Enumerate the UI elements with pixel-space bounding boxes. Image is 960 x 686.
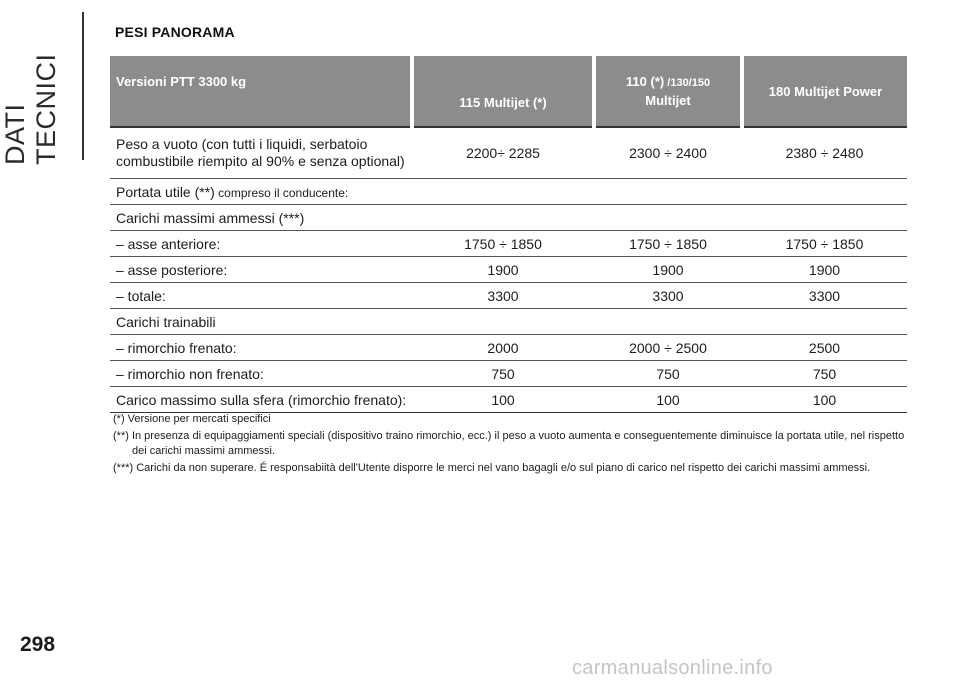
chapter-divider bbox=[82, 12, 84, 160]
row-value-col3: 2500 bbox=[742, 335, 907, 361]
row-value-col2: 100 bbox=[594, 387, 742, 413]
row-value-col1: 100 bbox=[412, 387, 594, 413]
row-value-col2: 3300 bbox=[594, 283, 742, 309]
row-value-col1: 2000 bbox=[412, 335, 594, 361]
row-value-col1: 2200÷ 2285 bbox=[412, 127, 594, 179]
table-row bbox=[110, 179, 907, 205]
row-label: Carico massimo sulla sfera (rimorchio frenato): bbox=[110, 387, 412, 413]
row-value-col3: 1750 ÷ 1850 bbox=[742, 231, 907, 257]
row-label: Carichi trainabili bbox=[110, 309, 907, 335]
page-number: 298 bbox=[20, 633, 56, 656]
footnote: (*) Versione per mercati specifici bbox=[113, 413, 271, 425]
row-label-main: Portata utile (**) bbox=[116, 183, 215, 200]
weights-table-container bbox=[110, 56, 907, 413]
header-130-150-label: /130/150 bbox=[664, 76, 711, 89]
row-label: – rimorchio non frenato: bbox=[110, 361, 412, 387]
row-label-line2: combustibile riempito al 90% e senza optional) bbox=[116, 153, 405, 169]
weights-table bbox=[110, 56, 907, 413]
footnote: (**) In presenza di equipaggiamenti speciali (dispositivo traino rimorchio, ecc.) il peso a vuoto aumenta e conseguentemente diminuisce la portata utile, nel rispetto dei carichi massimi ammessi. bbox=[113, 430, 905, 457]
row-label: – rimorchio frenato: bbox=[110, 335, 412, 361]
row-label: – asse posteriore: bbox=[110, 257, 412, 283]
section-title: PESI PANORAMA bbox=[115, 24, 235, 40]
table-row bbox=[110, 283, 907, 309]
chapter-title: DATI TECNICI bbox=[0, 53, 61, 165]
header-110-130-150-multijet bbox=[594, 56, 742, 127]
row-label: Carichi massimi ammessi (***) bbox=[110, 205, 907, 231]
row-value-col3: 3300 bbox=[742, 283, 907, 309]
row-value-col1: 1900 bbox=[412, 257, 594, 283]
row-label-line1: Peso a vuoto (con tutti i liquidi, serbatoio bbox=[116, 136, 368, 152]
table-row bbox=[110, 127, 907, 179]
table-row bbox=[110, 231, 907, 257]
footnote: (***) Carichi da non superare. É responsabiità dell'Utente disporre le merci nel vano bagagli e/o sul piano di carico nel rispetto dei carichi massimi ammessi. bbox=[113, 462, 871, 474]
table-row bbox=[110, 257, 907, 283]
row-label: – totale: bbox=[110, 283, 412, 309]
table-row bbox=[110, 361, 907, 387]
row-value-col3: 1900 bbox=[742, 257, 907, 283]
header-multijet-label: Multijet bbox=[645, 92, 691, 108]
header-180-multijet-power: 180 Multijet Power bbox=[742, 56, 907, 127]
row-value-col2: 2300 ÷ 2400 bbox=[594, 127, 742, 179]
table-row bbox=[110, 309, 907, 335]
row-value-col1: 3300 bbox=[412, 283, 594, 309]
row-value-col2: 1750 ÷ 1850 bbox=[594, 231, 742, 257]
row-value-col1: 750 bbox=[412, 361, 594, 387]
watermark: carmanualsonline.info bbox=[572, 657, 773, 679]
header-110-label: 110 (*) bbox=[625, 73, 665, 89]
table-row bbox=[110, 335, 907, 361]
row-value-col2: 2000 ÷ 2500 bbox=[594, 335, 742, 361]
row-value-col3: 750 bbox=[742, 361, 907, 387]
row-value-col3: 2380 ÷ 2480 bbox=[742, 127, 907, 179]
row-value-col3: 100 bbox=[742, 387, 907, 413]
row-label bbox=[110, 179, 907, 205]
row-label bbox=[110, 127, 412, 179]
header-version: Versioni PTT 3300 kg bbox=[110, 56, 412, 127]
table-row bbox=[110, 387, 907, 413]
row-label-small: compreso il conducente: bbox=[214, 185, 349, 200]
table-header-row bbox=[110, 56, 907, 127]
row-label: – asse anteriore: bbox=[110, 231, 412, 257]
row-value-col2: 1900 bbox=[594, 257, 742, 283]
header-115-multijet: 115 Multijet (*) bbox=[412, 56, 594, 127]
row-value-col1: 1750 ÷ 1850 bbox=[412, 231, 594, 257]
footnotes bbox=[113, 412, 908, 478]
table-row bbox=[110, 205, 907, 231]
row-value-col2: 750 bbox=[594, 361, 742, 387]
